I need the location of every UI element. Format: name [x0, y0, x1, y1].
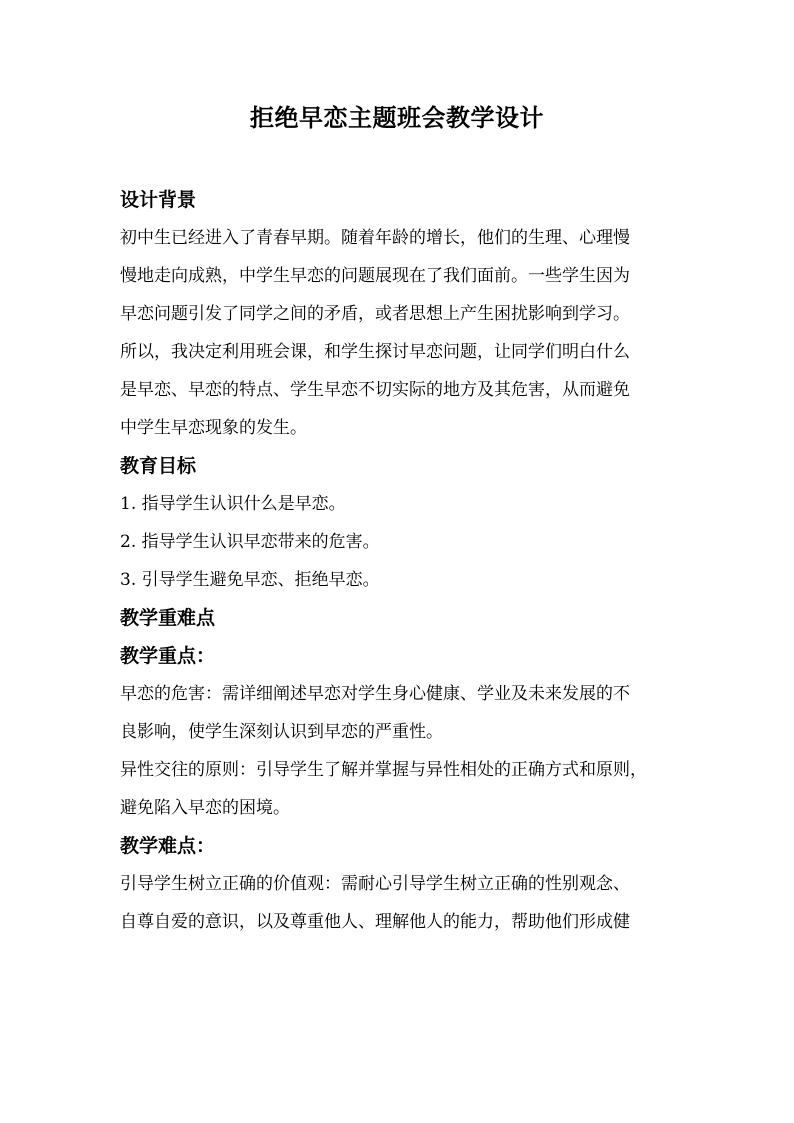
goal-item: 1. 指导学生认识什么是早恋。 [120, 494, 346, 514]
document-body [120, 181, 680, 941]
paragraph-line: 自尊自爱的意识，以及尊重他人、理解他人的能力，帮助他们形成健 [120, 912, 630, 932]
paragraph-line: 避免陷入早恋的困境。 [120, 798, 290, 818]
paragraph-line: 早恋问题引发了同学之间的矛盾，或者思想上产生困扰影响到学习。 [120, 304, 630, 324]
paragraph-line: 异性交往的原则：引导学生了解并掌握与异性相处的正确方式和原则， [120, 760, 647, 780]
paragraph-line: 中学生早恋现象的发生。 [120, 418, 307, 438]
subheading-focus: 教学重点： [120, 645, 216, 667]
paragraph-line: 初中生已经进入了青春早期。随着年龄的增长，他们的生理、心理慢 [120, 228, 630, 248]
goal-item: 2. 指导学生认识早恋带来的危害。 [120, 532, 380, 552]
goal-item: 3. 引导学生避免早恋、拒绝早恋。 [120, 570, 380, 590]
paragraph-line: 慢地走向成熟，中学生早恋的问题展现在了我们面前。一些学生因为 [120, 266, 630, 286]
paragraph-line: 良影响，使学生深刻认识到早恋的严重性。 [120, 722, 443, 742]
paragraph-line: 所以，我决定利用班会课，和学生探讨早恋问题，让同学们明白什么 [120, 342, 630, 362]
document-title: 拒绝早恋主题班会教学设计 [250, 103, 544, 132]
section-heading-goals: 教育目标 [120, 455, 197, 477]
paragraph-line: 引导学生树立正确的价值观：需耐心引导学生树立正确的性别观念、 [120, 874, 630, 894]
subheading-difficulty: 教学难点： [120, 835, 216, 857]
section-heading-background: 设计背景 [120, 189, 197, 211]
paragraph-line: 是早恋、早恋的特点、学生早恋不切实际的地方及其危害，从而避免 [120, 380, 630, 400]
section-heading-key-points: 教学重难点 [120, 607, 216, 629]
paragraph-line: 早恋的危害：需详细阐述早恋对学生身心健康、学业及未来发展的不 [120, 684, 630, 704]
